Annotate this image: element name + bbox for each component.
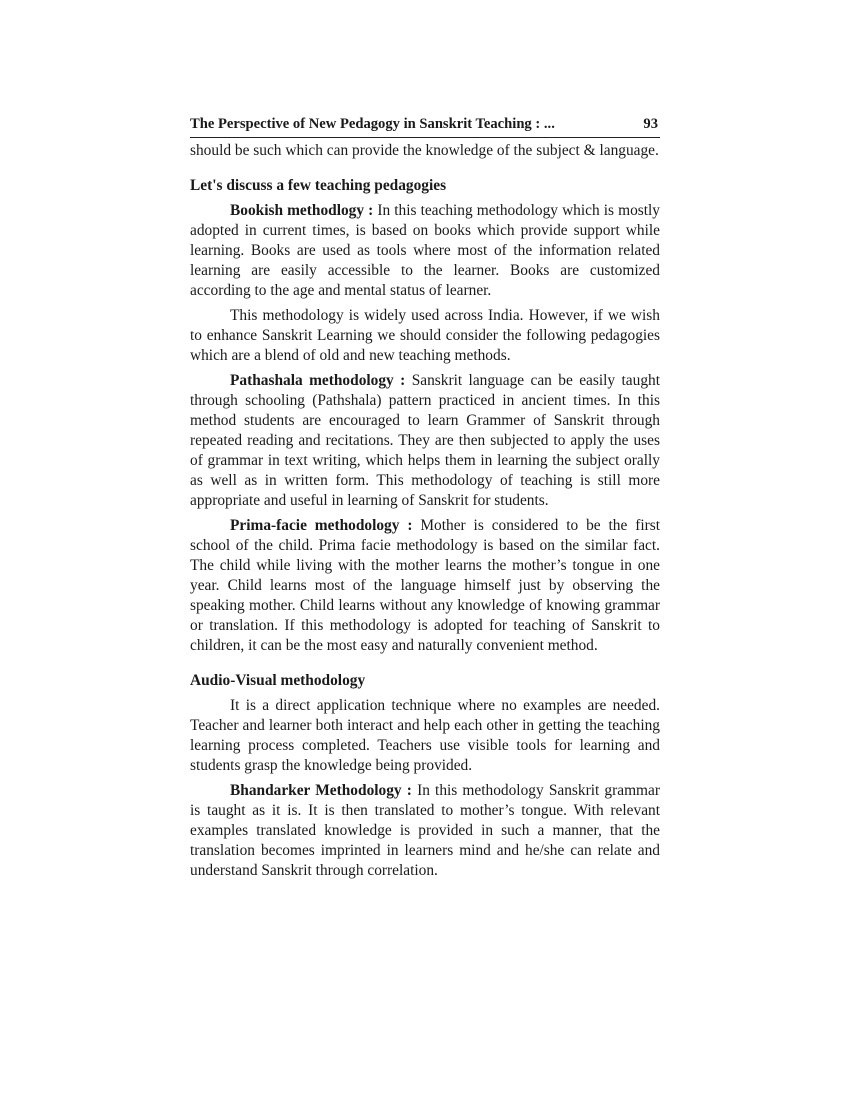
- intro-paragraph: should be such which can provide the knowledge of the subject & language.: [190, 142, 659, 159]
- bhandarker-text: In this methodology Sanskrit grammar is taught as it is. It is then translated to mother’s tongue. With relevant examples translated knowledge is provided in such a manner, that the translation becomes imprinted in learners mind and he/she can relate and understand Sanskrit through correlation.: [190, 782, 660, 879]
- pathashala-paragraph: [190, 371, 660, 511]
- page-body: [190, 141, 660, 881]
- primafacie-term: Prima-facie methodology :: [230, 517, 413, 534]
- section-heading-pedagogies: Let's discuss a few teaching pedagogies: [190, 177, 447, 194]
- running-header: [190, 114, 660, 138]
- bhandarker-paragraph: [190, 781, 660, 881]
- section-heading-audio-visual: Audio-Visual methodology: [190, 672, 366, 689]
- primafacie-paragraph: [190, 516, 660, 656]
- bookish-paragraph: [190, 201, 660, 301]
- bhandarker-term: Bhandarker Methodology :: [230, 782, 412, 799]
- bookish-term: Bookish methodlogy :: [230, 202, 374, 219]
- bookish-text: In this teaching methodology which is mostly adopted in current times, is based on books which provide support while learning. Books are used as tools where most of the information related learning are easily accessible to the learner. Books are customized according to the age and mental status of learner.: [190, 202, 660, 299]
- primafacie-text: Mother is considered to be the first school of the child. Prima facie methodology is based on the similar fact. The child while living with the mother learns the mother’s tongue in one year. Child learns most of the language himself just by observing the speaking mother. Child learns without any knowledge of knowing grammar or translation. If this methodology is adopted for teaching of Sanskrit to children, it can be the most easy and naturally convenient method.: [190, 517, 661, 654]
- page-number: 93: [643, 116, 658, 132]
- pathashala-term: Pathashala methodology :: [230, 372, 406, 389]
- pathashala-text: Sanskrit language can be easily taught through schooling (Pathshala) pattern practiced in ancient times. In this method students are encouraged to learn Grammer of Sanskrit through repeated reading and recitations. They are then subjected to apply the uses of grammar in text writing, which helps them in learning the subject orally as well as in written form. This methodology of teaching is still more appropriate and useful in learning of Sanskrit for students.: [190, 372, 660, 509]
- running-title: The Perspective of New Pedagogy in Sanskrit Teaching : ...: [190, 116, 555, 132]
- audiovisual-paragraph: It is a direct application technique where no examples are needed. Teacher and learner both interact and help each other in getting the teaching learning process completed. Teachers use visible tools for learning and students grasp the knowledge being provided.: [190, 697, 660, 774]
- india-paragraph: This methodology is widely used across India. However, if we wish to enhance Sanskrit Learning we should consider the following pedagogies which are a blend of old and new teaching methods.: [190, 307, 660, 364]
- book-page: [190, 114, 660, 881]
